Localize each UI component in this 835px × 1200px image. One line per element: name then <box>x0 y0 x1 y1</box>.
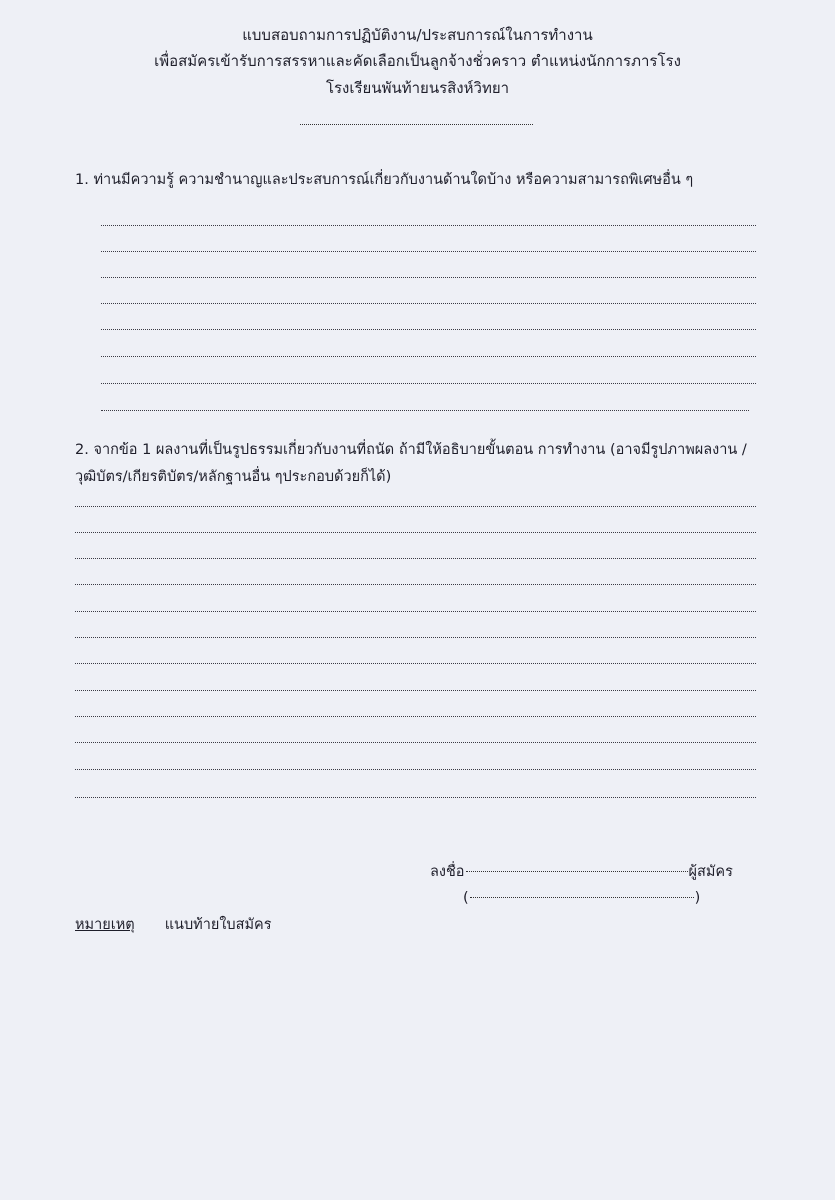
answer-line[interactable] <box>75 637 756 638</box>
answer-line[interactable] <box>101 303 756 304</box>
school-name: โรงเรียนพันท้ายนรสิงห์วิทยา <box>325 79 510 97</box>
applicant-label: ผู้สมัคร <box>688 864 733 880</box>
printed-name-line[interactable] <box>470 897 694 898</box>
answer-line[interactable] <box>75 716 756 717</box>
answer-line[interactable] <box>101 410 749 411</box>
answer-line[interactable] <box>75 742 756 743</box>
answer-line[interactable] <box>75 611 756 612</box>
paren-close: ) <box>694 890 701 906</box>
question-2-text-cont: วุฒิบัตร/เกียรติบัตร/หลักฐานอื่น ๆประกอบด้วยก็ได้) <box>75 469 392 485</box>
note-label: หมายเหตุ <box>75 917 135 933</box>
answer-line[interactable] <box>75 532 756 533</box>
answer-line[interactable] <box>75 690 756 691</box>
form-subtitle: เพื่อสมัครเข้ารับการสรรหาและคัดเลือกเป็นลูกจ้างชั่วคราว ตำแหน่งนักการภารโรง <box>154 52 681 70</box>
signature-row <box>430 861 733 883</box>
paren-open: ( <box>463 890 469 906</box>
answer-line[interactable] <box>101 251 756 252</box>
note-row <box>75 914 272 936</box>
printed-name-row <box>463 887 700 909</box>
sign-label: ลงชื่อ <box>430 864 465 880</box>
answer-line[interactable] <box>75 558 756 559</box>
answer-line[interactable] <box>75 663 756 664</box>
name-fill-line[interactable] <box>300 124 533 125</box>
answer-line[interactable] <box>75 769 756 770</box>
question-1-text: 1. ท่านมีความรู้ ความชำนาญและประสบการณ์เกี่ยวกับงานด้านใดบ้าง หรือความสามารถพิเศษอื่น ๆ <box>75 172 694 188</box>
signature-line[interactable] <box>466 871 688 872</box>
answer-line[interactable] <box>75 506 756 507</box>
answer-line[interactable] <box>75 584 756 585</box>
answer-line[interactable] <box>101 383 756 384</box>
answer-line[interactable] <box>75 797 756 798</box>
question-2-text: 2. จากข้อ 1 ผลงานที่เป็นรูปธรรมเกี่ยวกับงานที่ถนัด ถ้ามีให้อธิบายขั้นตอน การทำงาน (อาจมีรูปภาพผลงาน / <box>75 442 747 458</box>
note-text: แนบท้ายใบสมัคร <box>164 917 272 933</box>
form-title: แบบสอบถามการปฏิบัติงาน/ประสบการณ์ในการทำงาน <box>242 26 593 44</box>
answer-line[interactable] <box>101 356 756 357</box>
answer-line[interactable] <box>101 225 756 226</box>
answer-line[interactable] <box>101 277 756 278</box>
answer-line[interactable] <box>101 329 756 330</box>
